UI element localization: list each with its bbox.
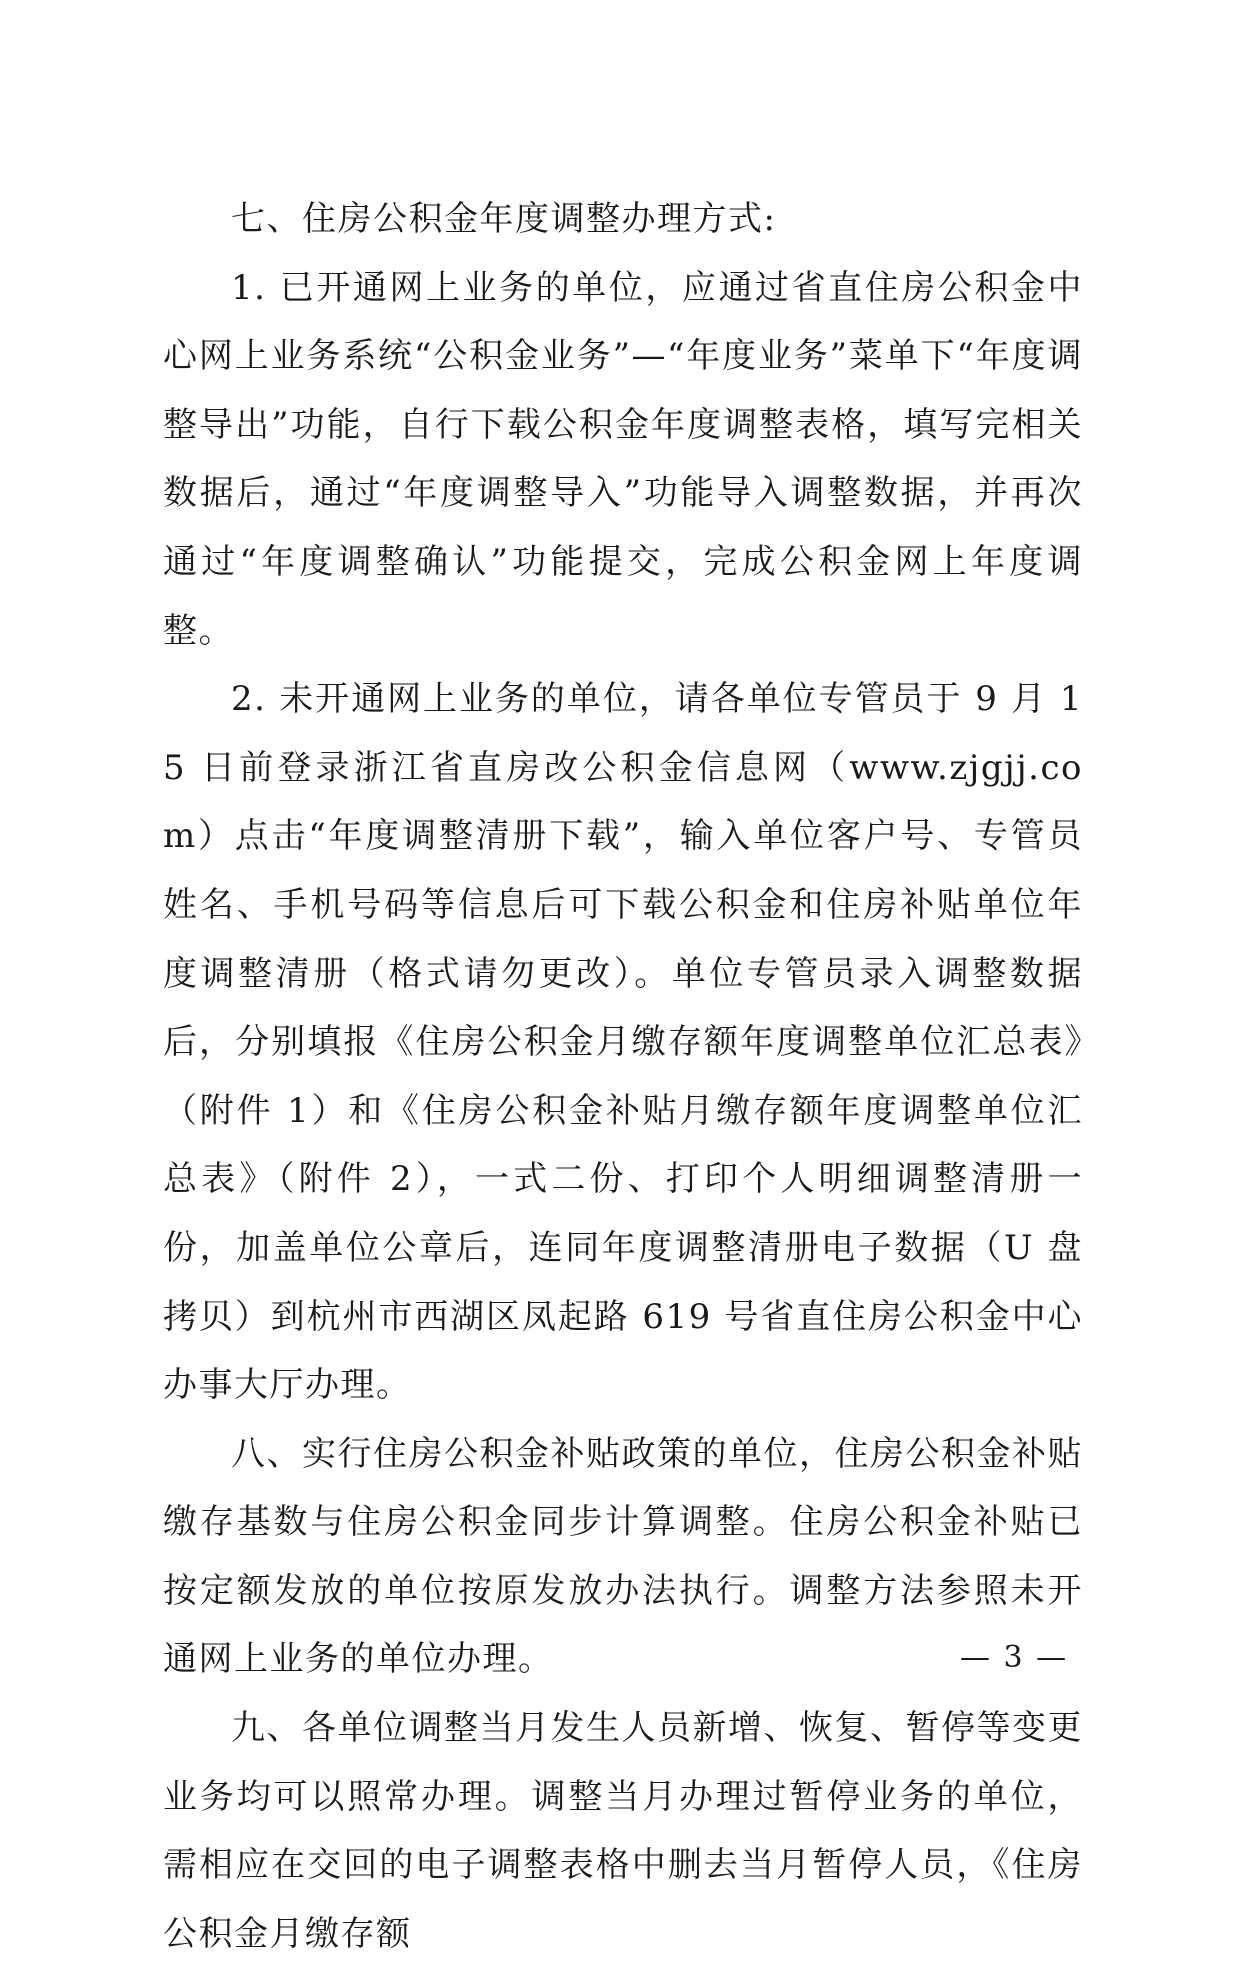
section-nine-paragraph: 九、各单位调整当月发生人员新增、恢复、暂停等变更业务均可以照常办理。调整当月办理过暂停业务的单位，需相应在交回的电子调整表格中删去当月暂停人员，《住房公积金月缴存额 <box>163 1708 1083 1954</box>
paragraph-online-adjustment: 1. 已开通网上业务的单位，应通过省直住房公积金中心网上业务系统“公积金业务”—“年度业务”菜单下“年度调整导出”功能，自行下载公积金年度调整表格，填写完相关数据后，通过“年度调整导入”功能导入调整数据，并再次通过“年度调整确认”功能提交，完成公积金网上年度调整。 <box>163 267 1083 651</box>
paragraph-offline-adjustment: 2. 未开通网上业务的单位，请各单位专管员于 9 月 15 日前登录浙江省直房改公积金信息网（www.zjgjj.com）点击“年度调整清册下载”，输入单位客户号、专管员姓名、手机号码等信息后可下载公积金和住房补贴单位年度调整清册（格式请勿更改）。单位专管员录入调整数据后，分别填报《住房公积金月缴存额年度调整单位汇总表》（附件 1）和《住房公积金补贴月缴存额年度调整单位汇总表》（附件 2），一式二份、打印个人明细调整清册一份，加盖单位公章后，连同年度调整清册电子数据（U 盘拷贝）到杭州市西湖区凤起路 619 号省直住房公积金中心办事大厅办理。 <box>163 679 1083 1406</box>
page-number: — 3 — <box>960 1640 1069 1675</box>
section-eight-paragraph: 八、实行住房公积金补贴政策的单位，住房公积金补贴缴存基数与住房公积金同步计算调整。住房公积金补贴已按定额发放的单位按原发放办法执行。调整方法参照未开通网上业务的单位办理。 <box>163 1433 1083 1680</box>
document-body <box>163 185 1083 1968</box>
section-seven-heading: 七、住房公积金年度调整办理方式: <box>231 199 777 239</box>
